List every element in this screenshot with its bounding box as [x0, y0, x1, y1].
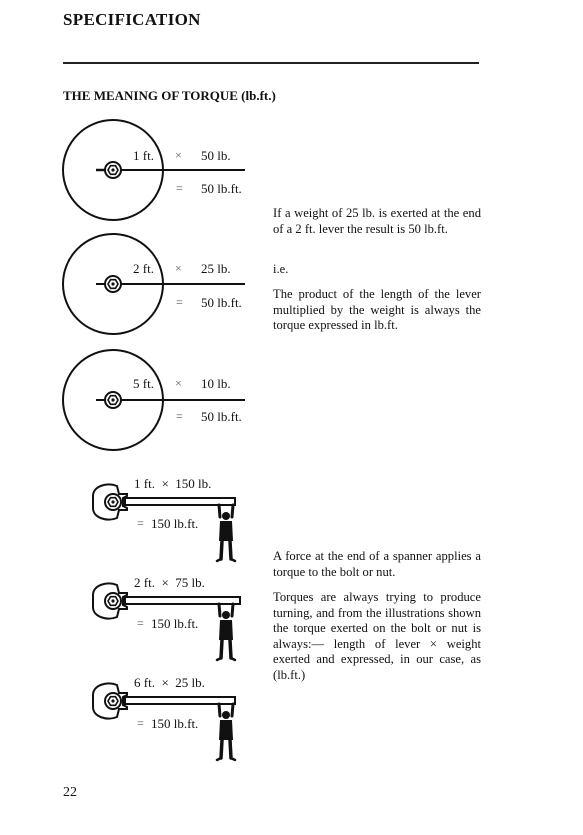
- spanner1-equation: 1 ft. × 150 lb.: [134, 476, 212, 491]
- lever2-result: 50 lb.ft.: [201, 295, 242, 310]
- spanner3-equation: 6 ft. × 25 lb.: [134, 675, 205, 690]
- spanner2-result: 150 lb.ft.: [151, 616, 199, 631]
- lever3-length: 5 ft.: [133, 376, 154, 391]
- lever3-times: ×: [175, 376, 182, 390]
- lever1-times: ×: [175, 148, 182, 162]
- lever-diagram-3: [63, 350, 245, 450]
- lever1-length: 1 ft.: [133, 148, 154, 163]
- lever1-weight: 50 lb.: [201, 148, 231, 163]
- spanner1-result: 150 lb.ft.: [151, 516, 199, 531]
- lever3-result: 50 lb.ft.: [201, 409, 242, 424]
- page-heading: SPECIFICATION: [63, 10, 201, 29]
- spanner2-equation: 2 ft. × 75 lb.: [134, 575, 205, 590]
- section-title: THE MEANING OF TORQUE (lb.ft.): [63, 88, 276, 103]
- lever1-equals: =: [176, 181, 183, 195]
- page-number: 22: [63, 785, 77, 800]
- lever2-weight: 25 lb.: [201, 261, 231, 276]
- spanner2-equals: =: [137, 616, 144, 630]
- paragraph-torque-explanation: Torques are always trying to produce turning, and from the illustrations shown the torque exerted on the bolt or nut is always:— length of lever × weight exerted and expressed, in our case, as (lb.ft.): [273, 590, 481, 682]
- lever1-result: 50 lb.ft.: [201, 181, 242, 196]
- lever2-equals: =: [176, 295, 183, 309]
- lever2-length: 2 ft.: [133, 261, 154, 276]
- spanner3-result: 150 lb.ft.: [151, 716, 199, 731]
- paragraph-weight-example: If a weight of 25 lb. is exerted at the end of a 2 ft. lever the result is 50 lb.ft.: [273, 206, 481, 236]
- spanner3-equals: =: [137, 716, 144, 730]
- paragraph-product-definition: The product of the length of the lever multiplied by the weight is always the torque expressed in lb.ft.: [273, 287, 481, 333]
- paragraph-spanner-force: A force at the end of a spanner applies a torque to the bolt or nut.: [273, 549, 481, 579]
- lever-diagram-2: [63, 234, 245, 334]
- spanner1-equals: =: [137, 516, 144, 530]
- lever-diagram-1: [63, 120, 245, 220]
- lever2-times: ×: [175, 261, 182, 275]
- lever3-weight: 10 lb.: [201, 376, 231, 391]
- paragraph-ie: i.e.: [273, 262, 289, 276]
- lever3-equals: =: [176, 409, 183, 423]
